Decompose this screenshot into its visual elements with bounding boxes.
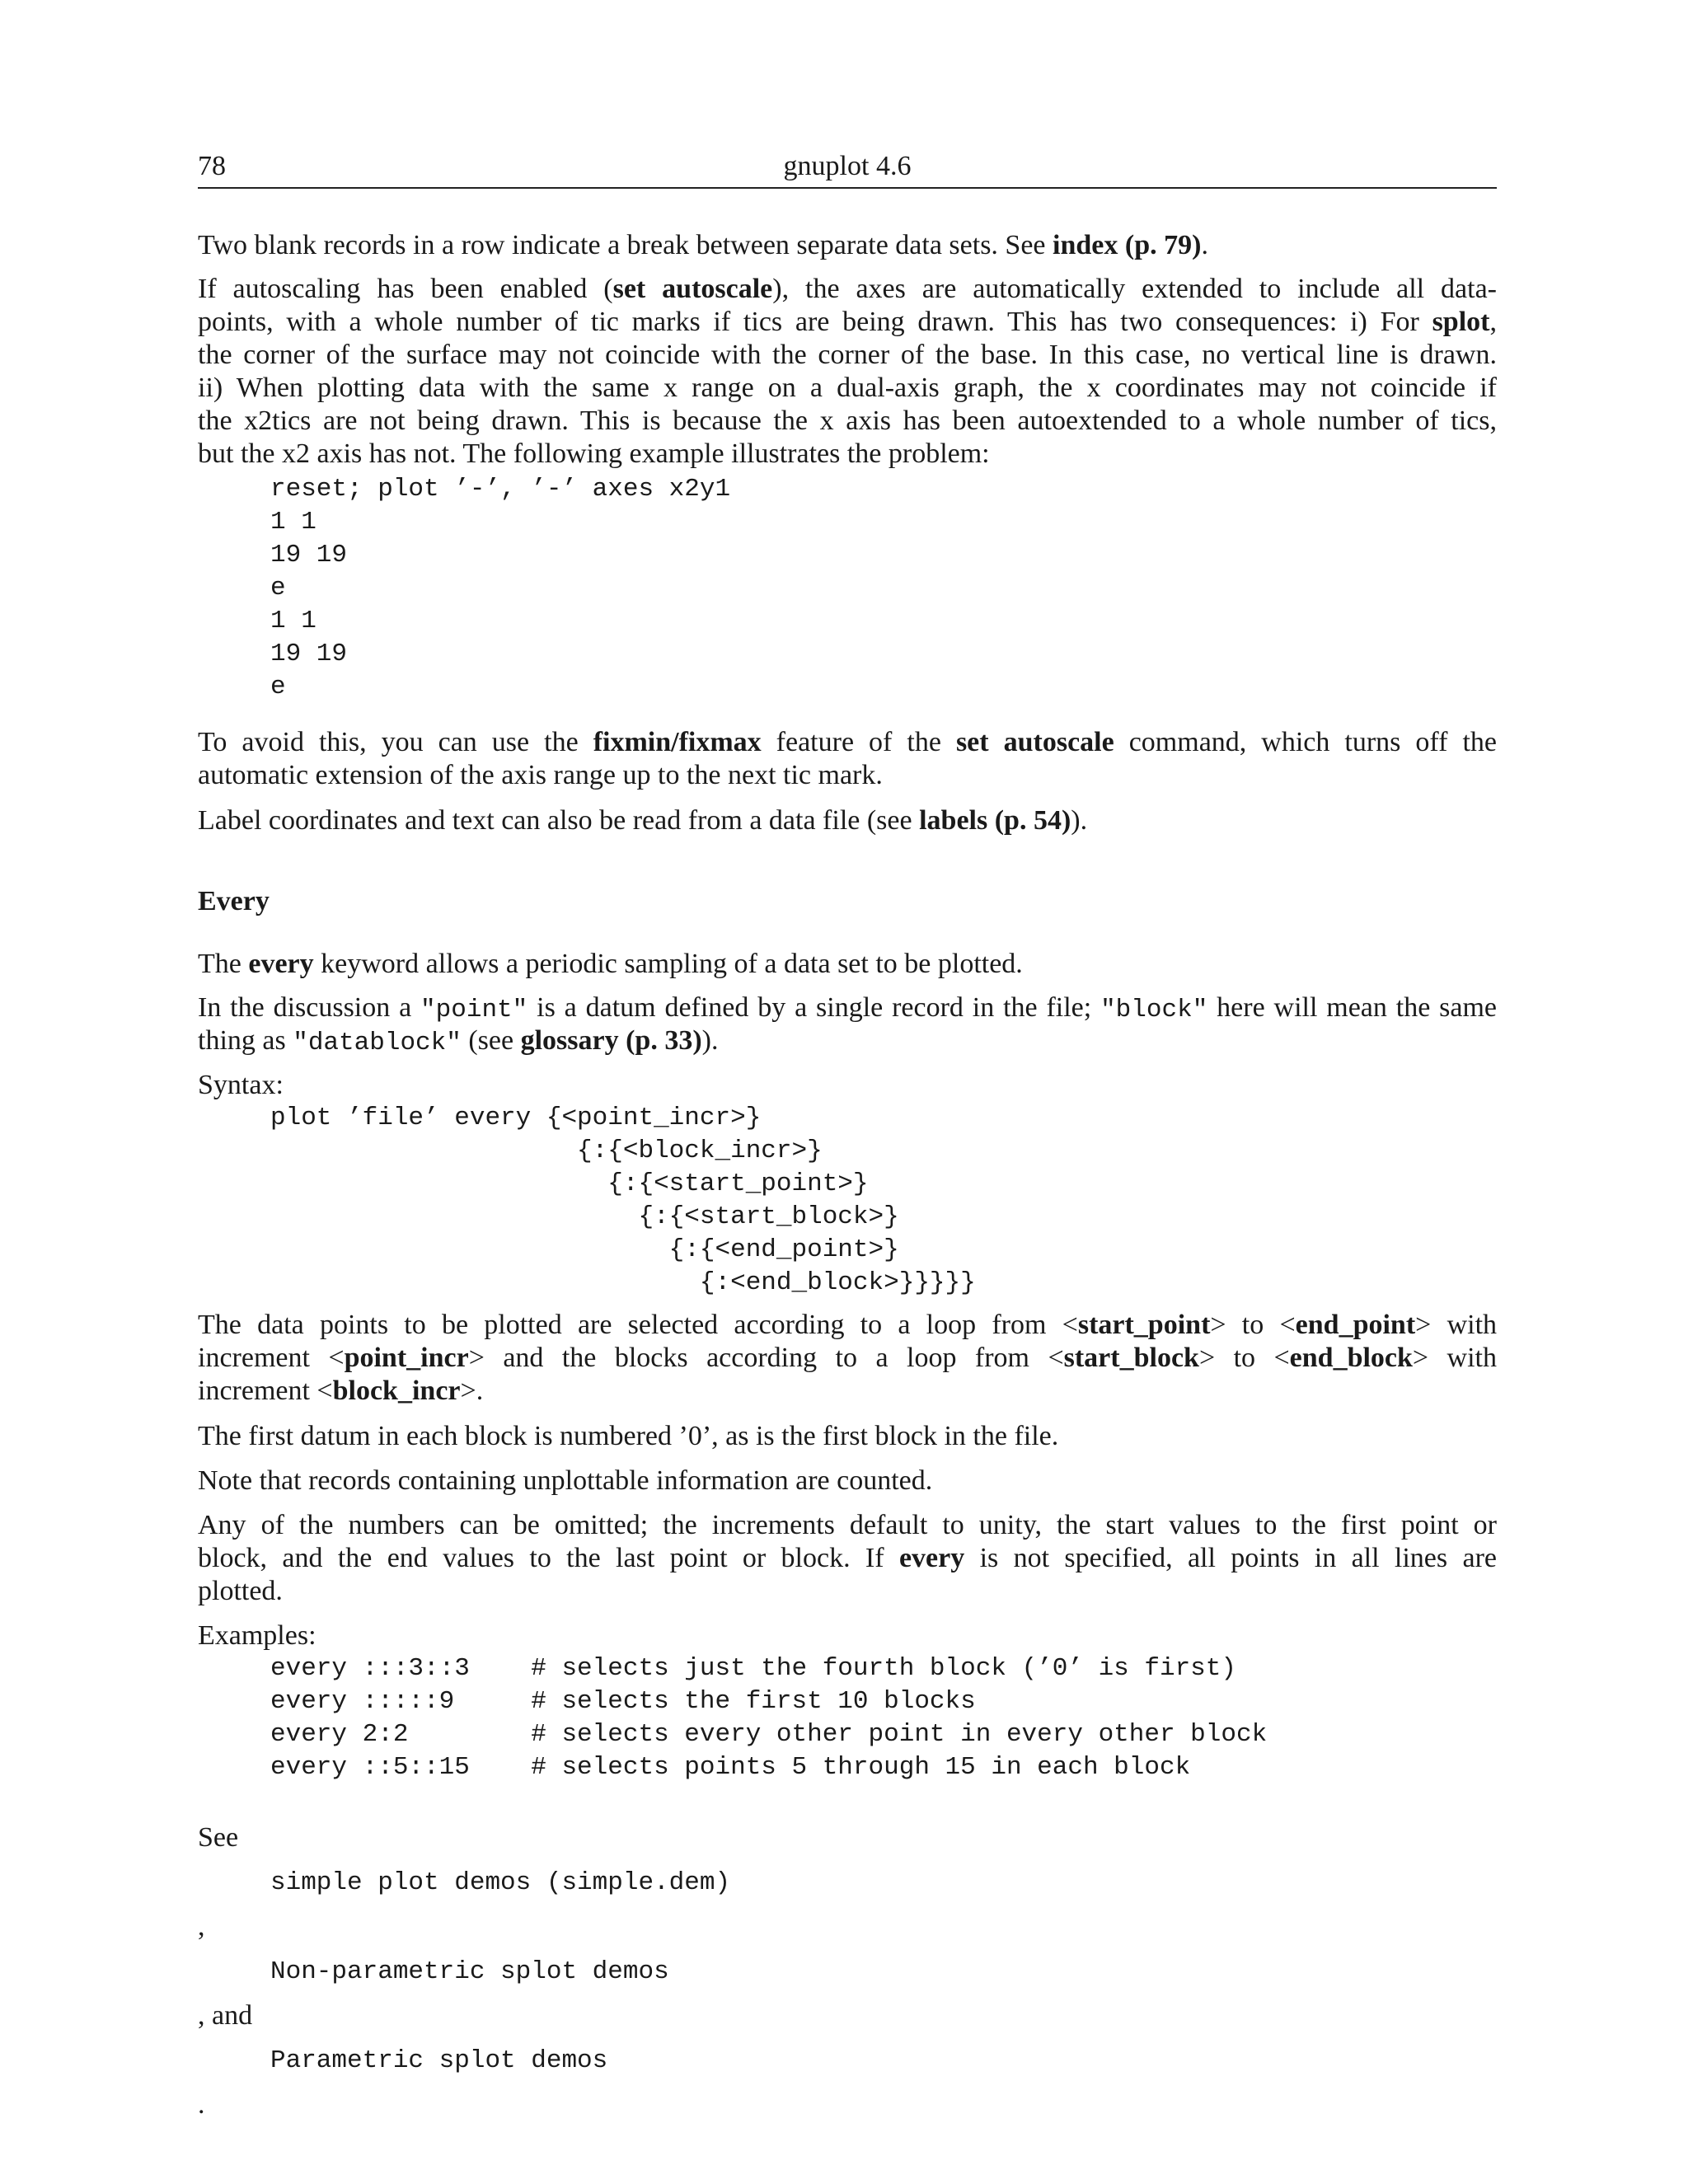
- paragraph-blank-records: Two blank records in a row indicate a break between separate data sets. See index (p. 79).: [198, 230, 1208, 260]
- demo-link-parametric[interactable]: Parametric splot demos: [270, 2046, 608, 2075]
- syntax-label: Syntax:: [198, 1070, 284, 1100]
- separator-comma: ,: [198, 1911, 205, 1942]
- separator-and: , and: [198, 2000, 253, 2031]
- see-label: See: [198, 1822, 239, 1853]
- paragraph-numbers-omitted: Any of the numbers can be omitted; the increments default to unity, the start values to the first point or block, and the end values to the last point or block. If every is not specified, all points in all lines are plotted.: [198, 1510, 1497, 1606]
- header-rule: [198, 187, 1497, 189]
- labels-link[interactable]: labels (p. 54): [919, 805, 1071, 836]
- code-examples-every: every :::3::3 # selects just the fourth block (’0’ is first) every :::::9 # selects the first 10 blocks every 2:2 # selects every other point in every other block every ::5::15 # selects points 5 through 15 in each block: [270, 1654, 1268, 1782]
- demo-link-nonparametric[interactable]: Non-parametric splot demos: [270, 1957, 669, 1986]
- paragraph-fixmin-fixmax: To avoid this, you can use the fixmin/fixmax feature of the set autoscale command, which turns off the automatic extension of the axis range up to the next tic mark.: [198, 727, 1497, 790]
- index-link[interactable]: index (p. 79): [1053, 230, 1202, 260]
- code-syntax-every: plot ’file’ every {<point_incr>} {:{<block_incr>} {:{<start_point>} {:{<start_block>} {:{<end_point>} {:<end_block>}}}}}: [270, 1104, 976, 1297]
- running-title: gnuplot 4.6: [783, 151, 912, 181]
- separator-period: .: [198, 2089, 205, 2120]
- page-number: 78: [198, 151, 226, 181]
- page-header: [198, 151, 1497, 187]
- demo-link-simple[interactable]: simple plot demos (simple.dem): [270, 1868, 731, 1897]
- glossary-link[interactable]: glossary (p. 33): [520, 1025, 702, 1056]
- section-heading-every: Every: [198, 886, 270, 916]
- paragraph-every-keyword: The every keyword allows a periodic sampling of a data set to be plotted.: [198, 949, 1023, 979]
- paragraph-point-block: In the discussion a "point" is a datum defined by a single record in the file; "block" here will mean the same thing as "datablock" (see glossary (p. 33)).: [198, 992, 1497, 1057]
- paragraph-loop-description: The data points to be plotted are selected according to a loop from <start_point> to <end_point> with increment <point_incr> and the blocks according to a loop from <start_block> to <end_block> with increment <block_incr>.: [198, 1310, 1498, 1406]
- examples-label: Examples:: [198, 1620, 316, 1651]
- paragraph-first-datum: The first datum in each block is numbered ’0’, as is the first block in the file.: [198, 1421, 1059, 1451]
- code-example-autoscale: reset; plot ’-’, ’-’ axes x2y1 1 1 19 19 e 1 1 19 19 e: [270, 475, 731, 701]
- paragraph-label-coordinates: Label coordinates and text can also be read from a data file (see labels (p. 54)).: [198, 805, 1088, 836]
- paragraph-records-counted: Note that records containing unplottable information are counted.: [198, 1465, 933, 1496]
- paragraph-autoscaling: If autoscaling has been enabled (set autoscale), the axes are automatically extended to include all data- points, with a whole number of tic marks if tics are being drawn. This has two consequences: i) For splot, the corner of the surface may not coincide with the corner of the base. In this case, no vertical line is drawn. ii) When plotting data with the same x range on a dual-axis graph, the x coordinates may not coincide if the x2tics are not being drawn. This is because the x axis has been autoextended to a whole number of tics, but the x2 axis has not. The following example illustrates the problem:: [198, 274, 1497, 469]
